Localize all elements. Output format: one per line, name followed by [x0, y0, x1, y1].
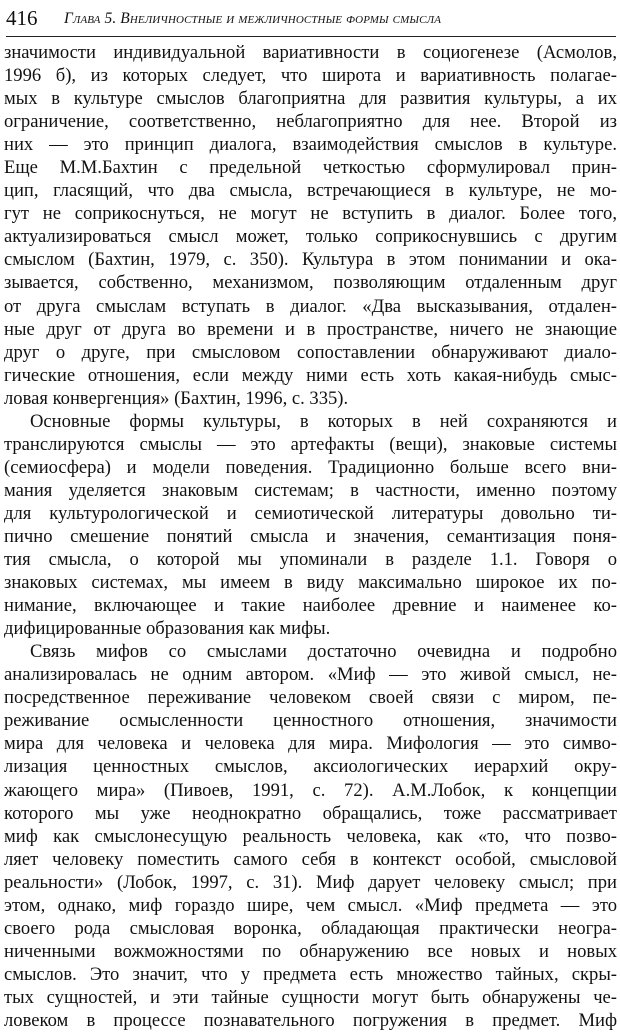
text-line: дифицированные образования как мифы.	[4, 618, 331, 640]
text-line: смыслом (Бахтин, 1979, с. 350). Культура в этом понимании и ока-	[4, 249, 617, 271]
text-line: тия смысла, о которой мы упоминали в разделе 1.1. Говоря о	[4, 549, 617, 571]
text-line: этом, однако, миф гораздо шире, чем смысл. «Миф предмета — это	[4, 894, 617, 916]
text-line: анализировалась не одним автором. «Миф — это живой смысл, не-	[4, 664, 617, 686]
text-line: мира для человека и человека для мира. Мифология — это симво-	[4, 733, 617, 755]
text-line: мых в культуре смыслов благоприятна для развития культуры, а их	[4, 88, 617, 110]
text-line: ловая конвергенция» (Бахтин, 1996, с. 335).	[4, 387, 349, 409]
text-line: смыслов. Это значит, что у предмета есть множество тайных, скры-	[4, 963, 617, 985]
text-line: ограничение, соответственно, неблагоприятно для нее. Второй из	[4, 111, 617, 133]
text-line: цип, гласящий, что два смысла, встречающиеся в культуре, не мо-	[4, 180, 617, 202]
text-line: нимание, включающее и такие наиболее древние и наименее ко-	[4, 595, 617, 617]
text-line: жающего мира» (Пивоев, 1991, с. 72). А.М.Лобок, к концепции	[4, 779, 617, 801]
text-line: которого мы уже неоднократно обращались, тоже рассматривает	[4, 802, 617, 824]
text-line: Еще М.М.Бахтин с предельной четкостью сформулировал прин-	[4, 157, 617, 179]
text-line: них — это принцип диалога, взаимодействия смыслов в культуре.	[4, 134, 617, 156]
text-line: знаковых системах, мы имеем в виду максимально широкое их по-	[4, 572, 617, 594]
text-line: для культурологической и семиотической литературы довольно ти-	[4, 502, 617, 524]
text-line: посредственное переживание человеком своей связи с миром, пе-	[4, 687, 617, 709]
text-line: (семиосфера) и модели поведения. Традиционно больше всего вни-	[4, 456, 617, 478]
text-line: пично смешение понятий смысла и значения, семантизация поня-	[4, 525, 617, 547]
text-line: зывается, собственно, механизмом, позволяющим отдаленным друг	[4, 272, 617, 294]
page-number: 416	[6, 6, 38, 30]
text-line: 1996 б), из которых следует, что широта и вариативность полагае-	[4, 65, 617, 87]
text-line: гут не соприкоснуться, не могут не вступить в диалог. Более того,	[4, 203, 617, 225]
text-line: миф как смыслонесущую реальность человека, как «то, что позво-	[4, 825, 617, 847]
text-line: ловеком в процессе познавательного погружения в предмет. Миф	[4, 1009, 617, 1031]
text-line: Основные формы культуры, в которых в ней сохраняются и	[30, 410, 617, 432]
text-line: Связь мифов со смыслами достаточно очевидна и подробно	[30, 641, 617, 663]
text-line: реживание осмысленности ценностного отношения, значимости	[4, 710, 617, 732]
text-line: лизация ценностных смыслов, аксиологических иерархий окру-	[4, 756, 617, 778]
text-line: своего рода смысловая воронка, обладающая практически неогра-	[4, 917, 617, 939]
text-line: транслируются смыслы — это артефакты (вещи), знаковые системы	[4, 433, 617, 455]
text-line: ные друг от друга во времени и в пространстве, ничего не знающие	[4, 318, 617, 340]
text-line: друг о друге, при смысловом сопоставлении обнаруживают диало-	[4, 341, 617, 363]
body-text	[0, 41, 620, 1032]
text-line: ляет человеку поместить самого себя в контекст особой, смысловой	[4, 848, 617, 870]
text-line: тых сущностей, и эти тайные сущности могут быть обнаружены че-	[4, 986, 617, 1008]
running-head: Глава 5. Внеличностные и межличностные формы смысла	[64, 10, 442, 27]
text-line: гические отношения, если между ними есть хоть какая-нибудь смыс-	[4, 364, 617, 386]
page-header	[6, 4, 616, 37]
text-line: реальности» (Лобок, 1997, с. 31). Миф дарует человеку смысл; при	[4, 871, 617, 893]
text-line: ниченными вожможностями по обнаружению все новых и новых	[4, 940, 617, 962]
text-line: мания уделяется знаковым системам; в частности, именно поэтому	[4, 479, 617, 501]
text-line: значимости индивидуальной вариативности в социогенезе (Асмолов,	[4, 42, 617, 63]
text-line: от друга смыслам вступать в диалог. «Два высказывания, отдален-	[4, 295, 617, 317]
text-line: актуализироваться смысл может, только соприкоснувшись с другим	[4, 226, 617, 248]
